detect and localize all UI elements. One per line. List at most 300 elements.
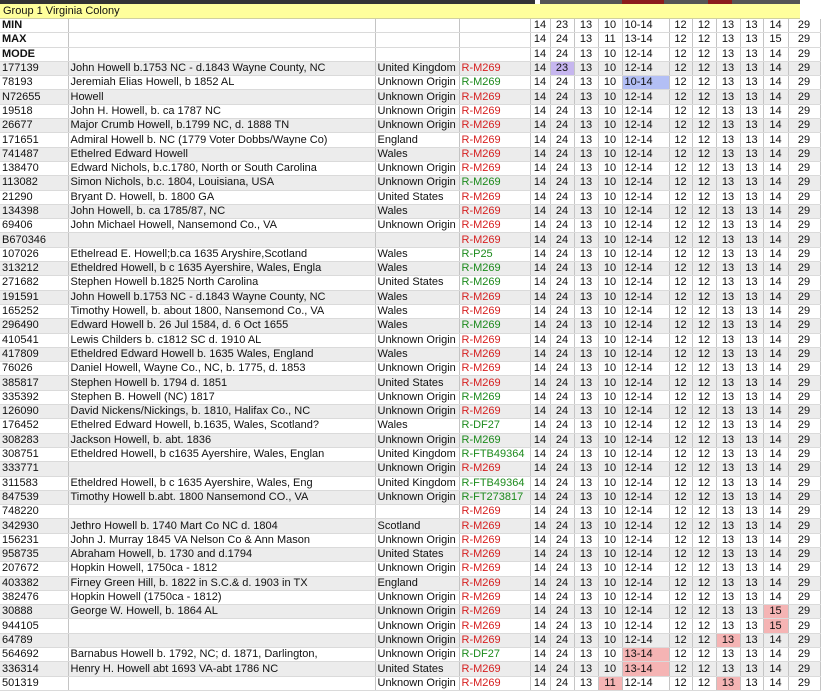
country-origin: United States <box>375 662 459 676</box>
haplogroup: R-M269 <box>459 562 530 576</box>
ancestor-name: Howell <box>68 90 375 104</box>
marker-value: 13 <box>740 676 763 690</box>
table-row[interactable] <box>0 490 820 504</box>
marker-value: 12 <box>692 447 716 461</box>
marker-value: 13 <box>740 204 763 218</box>
haplogroup: R-P25 <box>459 247 530 261</box>
marker-value: 14 <box>763 319 788 333</box>
table-row[interactable] <box>0 462 820 476</box>
marker-value: 12 <box>692 133 716 147</box>
table-row[interactable] <box>0 519 820 533</box>
haplogroup: R-FT273817 <box>459 490 530 504</box>
marker-value: 13 <box>574 304 598 318</box>
marker-value: 24 <box>550 104 574 118</box>
table-row[interactable] <box>0 233 820 247</box>
marker-value: 13 <box>574 633 598 647</box>
marker-value: 29 <box>788 204 820 218</box>
country-origin: Wales <box>375 204 459 218</box>
marker-value: 12 <box>692 161 716 175</box>
ancestor-name: Stephen Howell b.1825 North Carolina <box>68 276 375 290</box>
marker-value: 12 <box>669 76 692 90</box>
marker-value: 12 <box>669 447 692 461</box>
marker-value: 13 <box>574 476 598 490</box>
marker-value: 12 <box>692 61 716 75</box>
stat-label: MAX <box>0 33 68 47</box>
table-row[interactable] <box>0 161 820 175</box>
marker-value: 12 <box>692 219 716 233</box>
marker-value: 13 <box>574 219 598 233</box>
haplogroup: R-M269 <box>459 319 530 333</box>
marker-value: 13 <box>740 447 763 461</box>
marker-value: 14 <box>530 319 550 333</box>
marker-value: 29 <box>788 362 820 376</box>
marker-value: 13 <box>716 490 740 504</box>
ancestor-name <box>68 676 375 690</box>
kit-number: 311583 <box>0 476 68 490</box>
marker-value: 14 <box>763 104 788 118</box>
marker-value: 12 <box>669 462 692 476</box>
marker-value: 13 <box>574 161 598 175</box>
marker-value: 10 <box>598 362 622 376</box>
marker-value: 14 <box>763 133 788 147</box>
table-row[interactable] <box>0 362 820 376</box>
marker-value: 13 <box>574 362 598 376</box>
marker-value: 14 <box>763 247 788 261</box>
marker-value: 14 <box>763 61 788 75</box>
marker-value: 13 <box>740 33 763 47</box>
country-origin: Unknown Origin <box>375 76 459 90</box>
table-row[interactable] <box>0 405 820 419</box>
marker-value: 14 <box>763 390 788 404</box>
marker-value: 29 <box>788 147 820 161</box>
marker-value: 12 <box>669 319 692 333</box>
table-row[interactable] <box>0 562 820 576</box>
marker-value: 12 <box>669 390 692 404</box>
marker-value: 13 <box>716 233 740 247</box>
marker-value: 12 <box>692 233 716 247</box>
marker-value: 12-14 <box>622 90 669 104</box>
country-origin: Unknown Origin <box>375 648 459 662</box>
marker-value: 12 <box>669 147 692 161</box>
country-origin: Scotland <box>375 519 459 533</box>
country-origin: Unknown Origin <box>375 405 459 419</box>
marker-value: 24 <box>550 276 574 290</box>
marker-value: 24 <box>550 533 574 547</box>
marker-value: 14 <box>530 390 550 404</box>
table-row[interactable] <box>0 590 820 604</box>
marker-value: 13 <box>740 419 763 433</box>
marker-value: 14 <box>763 648 788 662</box>
marker-value: 10 <box>598 590 622 604</box>
dna-results-table <box>0 19 821 691</box>
marker-value: 13 <box>740 547 763 561</box>
marker-value: 12 <box>669 519 692 533</box>
marker-value: 13 <box>574 562 598 576</box>
country-origin: United States <box>375 547 459 561</box>
marker-value: 13 <box>716 76 740 90</box>
marker-value: 14 <box>530 505 550 519</box>
marker-value: 14 <box>763 147 788 161</box>
marker-value: 29 <box>788 405 820 419</box>
table-row[interactable] <box>0 576 820 590</box>
table-row[interactable] <box>0 219 820 233</box>
marker-value: 12 <box>669 119 692 133</box>
ancestor-name: Timothy Howell, b. about 1800, Nansemond Co., VA <box>68 304 375 318</box>
table-row[interactable] <box>0 619 820 633</box>
marker-value: 13 <box>716 104 740 118</box>
marker-value: 14 <box>530 648 550 662</box>
marker-value: 13 <box>574 19 598 33</box>
table-row[interactable] <box>0 276 820 290</box>
marker-value: 12 <box>669 33 692 47</box>
marker-value: 13 <box>574 576 598 590</box>
marker-value: 12 <box>692 204 716 218</box>
marker-value: 12 <box>669 576 692 590</box>
country-origin: Unknown Origin <box>375 161 459 175</box>
kit-number: 176452 <box>0 419 68 433</box>
marker-value: 10 <box>598 333 622 347</box>
marker-value: 14 <box>530 662 550 676</box>
table-row[interactable] <box>0 262 820 276</box>
marker-value: 13 <box>574 676 598 690</box>
marker-value: 13 <box>716 405 740 419</box>
marker-value: 14 <box>530 33 550 47</box>
marker-value: 10 <box>598 304 622 318</box>
table-row[interactable] <box>0 90 820 104</box>
marker-value: 14 <box>530 347 550 361</box>
table-row[interactable] <box>0 104 820 118</box>
ancestor-name: Jethro Howell b. 1740 Mart Co NC d. 1804 <box>68 519 375 533</box>
marker-value: 12 <box>669 333 692 347</box>
marker-value: 13 <box>716 419 740 433</box>
table-row[interactable] <box>0 605 820 619</box>
marker-value: 13 <box>716 590 740 604</box>
table-row[interactable] <box>0 633 820 647</box>
kit-number: 107026 <box>0 247 68 261</box>
table-row[interactable] <box>0 376 820 390</box>
haplogroup: R-M269 <box>459 176 530 190</box>
marker-value: 10 <box>598 133 622 147</box>
marker-value: 13 <box>740 605 763 619</box>
marker-value: 14 <box>530 447 550 461</box>
marker-value: 13 <box>574 547 598 561</box>
ancestor-name: Hopkin Howell (1750ca - 1812) <box>68 590 375 604</box>
ancestor-name: Barnabus Howell b. 1792, NC; d. 1871, Darlington, <box>68 648 375 662</box>
kit-number: 333771 <box>0 462 68 476</box>
table-row[interactable] <box>0 304 820 318</box>
marker-value: 29 <box>788 505 820 519</box>
marker-value: 13 <box>574 447 598 461</box>
marker-value: 13 <box>716 433 740 447</box>
haplogroup: R-M269 <box>459 405 530 419</box>
marker-value: 13 <box>716 547 740 561</box>
marker-value: 13 <box>716 319 740 333</box>
marker-value: 14 <box>530 590 550 604</box>
country-origin: Unknown Origin <box>375 462 459 476</box>
marker-value: 12 <box>669 104 692 118</box>
marker-value: 14 <box>530 190 550 204</box>
marker-value: 12 <box>692 576 716 590</box>
ancestor-name: Edward Nichols, b.c.1780, North or South Carolina <box>68 161 375 175</box>
table-row[interactable] <box>0 61 820 75</box>
marker-value: 12-14 <box>622 462 669 476</box>
marker-value: 12 <box>669 433 692 447</box>
country-origin: Unknown Origin <box>375 119 459 133</box>
marker-value: 13 <box>716 390 740 404</box>
marker-value: 13 <box>716 605 740 619</box>
marker-value: 12 <box>692 605 716 619</box>
marker-value: 14 <box>530 462 550 476</box>
marker-value: 10 <box>598 547 622 561</box>
haplogroup: R-FTB49364 <box>459 447 530 461</box>
marker-value: 29 <box>788 648 820 662</box>
marker-value: 29 <box>788 47 820 61</box>
marker-value: 13 <box>740 333 763 347</box>
marker-value: 29 <box>788 376 820 390</box>
marker-value: 29 <box>788 576 820 590</box>
table-row[interactable] <box>0 119 820 133</box>
marker-value: 24 <box>550 648 574 662</box>
table-row[interactable] <box>0 676 820 690</box>
marker-value: 24 <box>550 147 574 161</box>
marker-value: 14 <box>763 547 788 561</box>
ancestor-name: Timothy Howell b.abt. 1800 Nansemond CO., VA <box>68 490 375 504</box>
kit-number: 944105 <box>0 619 68 633</box>
marker-value: 10 <box>598 505 622 519</box>
marker-value: 13 <box>716 662 740 676</box>
marker-value: 13 <box>716 147 740 161</box>
table-row[interactable] <box>0 390 820 404</box>
marker-value: 10 <box>598 104 622 118</box>
table-row[interactable] <box>0 547 820 561</box>
ancestor-name <box>68 233 375 247</box>
marker-value: 13 <box>716 362 740 376</box>
table-row[interactable] <box>0 505 820 519</box>
kit-number: 342930 <box>0 519 68 533</box>
marker-value: 12-14 <box>622 590 669 604</box>
marker-value: 14 <box>530 304 550 318</box>
marker-value: 13 <box>716 19 740 33</box>
marker-value: 12 <box>669 304 692 318</box>
marker-value: 13-14 <box>622 648 669 662</box>
marker-value: 24 <box>550 433 574 447</box>
haplogroup: R-DF27 <box>459 648 530 662</box>
marker-value: 13 <box>716 648 740 662</box>
haplogroup: R-M269 <box>459 533 530 547</box>
marker-value: 24 <box>550 662 574 676</box>
marker-value: 13 <box>716 276 740 290</box>
stat-row-mode <box>0 47 820 61</box>
marker-value: 14 <box>763 333 788 347</box>
table-row[interactable] <box>0 147 820 161</box>
kit-number: N72655 <box>0 90 68 104</box>
marker-value: 13 <box>740 519 763 533</box>
table-row[interactable] <box>0 433 820 447</box>
table-row[interactable] <box>0 419 820 433</box>
marker-value: 13 <box>740 104 763 118</box>
haplogroup: R-M269 <box>459 119 530 133</box>
haplogroup: R-M269 <box>459 390 530 404</box>
marker-value: 13 <box>574 405 598 419</box>
marker-value: 13 <box>574 619 598 633</box>
table-row[interactable] <box>0 662 820 676</box>
marker-value: 13 <box>740 505 763 519</box>
marker-value: 13 <box>574 190 598 204</box>
marker-value: 13 <box>716 90 740 104</box>
marker-value: 23 <box>550 19 574 33</box>
marker-value: 13 <box>740 462 763 476</box>
marker-value: 29 <box>788 462 820 476</box>
kit-number: B670346 <box>0 233 68 247</box>
marker-value: 13 <box>574 390 598 404</box>
marker-value: 12 <box>669 662 692 676</box>
ancestor-name: John J. Murray 1845 VA Nelson Co & Ann Mason <box>68 533 375 547</box>
table-row[interactable] <box>0 447 820 461</box>
marker-value: 10 <box>598 576 622 590</box>
marker-value: 12-14 <box>622 190 669 204</box>
marker-value: 12-14 <box>622 362 669 376</box>
marker-value: 29 <box>788 219 820 233</box>
marker-value: 13 <box>716 447 740 461</box>
marker-value: 13 <box>574 376 598 390</box>
table-row[interactable] <box>0 290 820 304</box>
marker-value: 10 <box>598 290 622 304</box>
marker-value: 12 <box>692 19 716 33</box>
country-origin: Unknown Origin <box>375 633 459 647</box>
marker-value: 13 <box>574 333 598 347</box>
marker-value: 10 <box>598 233 622 247</box>
marker-value: 24 <box>550 390 574 404</box>
marker-value: 14 <box>763 662 788 676</box>
table-row[interactable] <box>0 133 820 147</box>
marker-value: 14 <box>763 362 788 376</box>
marker-value: 10 <box>598 176 622 190</box>
marker-value: 12 <box>692 347 716 361</box>
marker-value: 13 <box>716 462 740 476</box>
marker-value: 29 <box>788 333 820 347</box>
table-row[interactable] <box>0 204 820 218</box>
marker-value: 12-14 <box>622 633 669 647</box>
marker-value: 14 <box>530 547 550 561</box>
marker-value: 14 <box>763 533 788 547</box>
marker-value: 13 <box>740 390 763 404</box>
haplogroup: R-M269 <box>459 519 530 533</box>
marker-value: 12-14 <box>622 176 669 190</box>
marker-value: 10 <box>598 519 622 533</box>
marker-value: 13 <box>574 662 598 676</box>
ancestor-name: Stephen B. Howell (NC) 1817 <box>68 390 375 404</box>
kit-number: 336314 <box>0 662 68 676</box>
country-origin: Unknown Origin <box>375 533 459 547</box>
marker-value: 13 <box>574 76 598 90</box>
marker-value: 13 <box>574 262 598 276</box>
marker-value: 14 <box>763 419 788 433</box>
marker-value: 24 <box>550 262 574 276</box>
marker-value: 12 <box>692 362 716 376</box>
marker-value: 24 <box>550 190 574 204</box>
marker-value: 10 <box>598 662 622 676</box>
kit-number: 335392 <box>0 390 68 404</box>
marker-value: 14 <box>530 290 550 304</box>
marker-value: 24 <box>550 176 574 190</box>
marker-value: 12 <box>692 190 716 204</box>
marker-value: 10-14 <box>622 19 669 33</box>
marker-value: 12 <box>692 176 716 190</box>
marker-value: 13 <box>574 605 598 619</box>
kit-number: 958735 <box>0 547 68 561</box>
table-row[interactable] <box>0 176 820 190</box>
marker-value: 14 <box>763 447 788 461</box>
marker-value: 12 <box>692 462 716 476</box>
kit-number: 417809 <box>0 347 68 361</box>
marker-value: 13 <box>716 333 740 347</box>
origin-cell <box>375 47 459 61</box>
marker-value: 23 <box>550 61 574 75</box>
marker-value: 10 <box>598 90 622 104</box>
table-row[interactable] <box>0 648 820 662</box>
marker-value: 14 <box>530 19 550 33</box>
kit-number: 313212 <box>0 262 68 276</box>
marker-value: 10 <box>598 204 622 218</box>
marker-value: 13 <box>740 176 763 190</box>
table-row[interactable] <box>0 533 820 547</box>
table-row[interactable] <box>0 333 820 347</box>
marker-value: 29 <box>788 562 820 576</box>
table-row[interactable] <box>0 476 820 490</box>
marker-value: 14 <box>530 419 550 433</box>
country-origin <box>375 505 459 519</box>
marker-value: 14 <box>763 505 788 519</box>
table-row[interactable] <box>0 190 820 204</box>
marker-value: 12-14 <box>622 376 669 390</box>
country-origin: Wales <box>375 347 459 361</box>
kit-number: 191591 <box>0 290 68 304</box>
haplogroup: R-M269 <box>459 619 530 633</box>
marker-value: 13 <box>716 505 740 519</box>
kit-number: 385817 <box>0 376 68 390</box>
marker-value: 13 <box>716 176 740 190</box>
marker-value: 12 <box>669 347 692 361</box>
marker-value: 29 <box>788 33 820 47</box>
marker-value: 14 <box>530 133 550 147</box>
marker-value: 14 <box>530 476 550 490</box>
table-row[interactable] <box>0 319 820 333</box>
marker-value: 13 <box>740 590 763 604</box>
haplogroup: R-M269 <box>459 462 530 476</box>
marker-value: 10 <box>598 347 622 361</box>
marker-value: 29 <box>788 247 820 261</box>
marker-value: 29 <box>788 161 820 175</box>
marker-value: 12-14 <box>622 405 669 419</box>
kit-number: 156231 <box>0 533 68 547</box>
table-row[interactable] <box>0 347 820 361</box>
country-origin: Unknown Origin <box>375 619 459 633</box>
table-row[interactable] <box>0 76 820 90</box>
marker-value: 12 <box>692 76 716 90</box>
ancestor-name: Etheldred Howell, b c 1635 Ayershire, Wales, Engla <box>68 262 375 276</box>
marker-value: 14 <box>763 219 788 233</box>
stat-row-max <box>0 33 820 47</box>
name-cell <box>68 19 375 33</box>
marker-value: 14 <box>530 119 550 133</box>
table-row[interactable] <box>0 247 820 261</box>
country-origin: Unknown Origin <box>375 562 459 576</box>
marker-value: 13 <box>740 319 763 333</box>
kit-number: 134398 <box>0 204 68 218</box>
marker-value: 10 <box>598 633 622 647</box>
country-origin: Wales <box>375 247 459 261</box>
kit-number: 271682 <box>0 276 68 290</box>
